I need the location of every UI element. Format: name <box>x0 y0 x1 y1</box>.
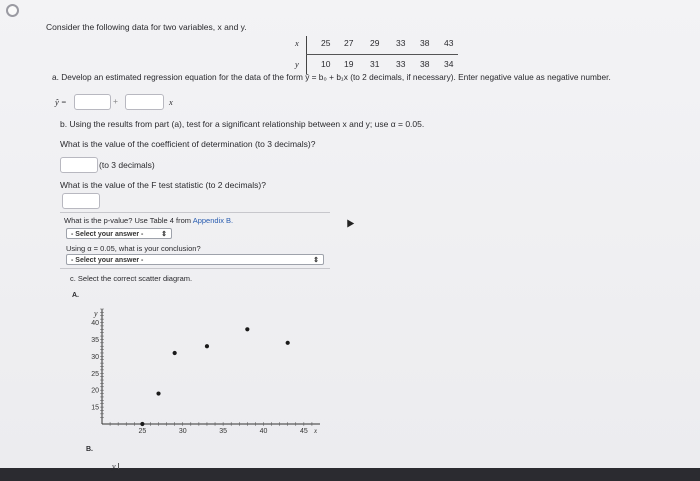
y-tick-label: 20 <box>91 387 99 395</box>
r2-hint: (to 3 decimals) <box>99 160 155 170</box>
part-c-prompt: c. Select the correct scatter diagram. <box>70 274 193 283</box>
select-arrows-icon: ⇕ <box>313 257 319 264</box>
appendix-b-link[interactable]: Appendix B. <box>192 216 234 225</box>
plus-sign: + <box>113 96 118 106</box>
data-point <box>245 327 249 331</box>
x-axis-label: x <box>314 427 318 435</box>
table-y-cell: 34 <box>444 59 454 69</box>
x-tick-label: 35 <box>219 428 228 435</box>
data-point <box>140 422 144 426</box>
screen-bottom-bezel <box>0 468 700 481</box>
y-tick-label: 35 <box>91 336 99 344</box>
x-tick-label: 40 <box>259 428 268 435</box>
x-variable-label: x <box>169 97 173 107</box>
yhat-label: ŷ = <box>55 97 67 107</box>
table-divider-horizontal <box>306 54 458 55</box>
table-x-cell: 29 <box>370 38 380 48</box>
option-b-y-axis <box>118 463 119 469</box>
data-point <box>173 351 177 355</box>
table-x-cell: 33 <box>396 38 406 48</box>
table-x-cell: 27 <box>344 38 354 48</box>
conclusion-select[interactable]: - Select your answer - ⇕ <box>66 254 324 265</box>
option-b-label[interactable]: B. <box>86 446 93 453</box>
select-arrows-icon: ⇕ <box>161 231 167 238</box>
table-y-cell: 38 <box>420 59 430 69</box>
r2-question: What is the value of the coefficient of determination (to 3 decimals)? <box>60 139 316 149</box>
table-y-cell: 10 <box>321 59 331 69</box>
x-tick-label: 25 <box>138 428 147 435</box>
y-tick-label: 15 <box>91 404 99 412</box>
scatter-diagram-a[interactable] <box>80 305 340 440</box>
data-point <box>205 344 209 348</box>
f-question: What is the value of the F test statistic (to 2 decimals)? <box>60 180 266 190</box>
divider-line <box>60 212 330 213</box>
divider-line <box>60 268 330 269</box>
table-y-label: y <box>295 59 299 69</box>
browser-indicator-icon <box>6 4 19 17</box>
option-b-y-axis-label: y <box>112 462 116 471</box>
table-x-cell: 25 <box>321 38 331 48</box>
data-point <box>156 391 160 395</box>
part-b-prompt: b. Using the results from part (a), test for a significant relationship between x and y; use α = 0.05. <box>60 119 425 129</box>
y-tick-label: 30 <box>91 353 99 361</box>
table-y-cell: 31 <box>370 59 380 69</box>
r2-input[interactable] <box>60 157 98 173</box>
y-axis-label: y <box>94 309 98 318</box>
intro-text: Consider the following data for two variables, x and y. <box>46 22 247 32</box>
table-divider-vertical <box>306 36 307 74</box>
table-x-label: x <box>295 38 299 48</box>
option-a-label[interactable]: A. <box>72 292 79 299</box>
data-point <box>286 341 290 345</box>
y-tick-label: 40 <box>91 320 99 328</box>
p-value-question: What is the p-value? Use Table 4 from Appendix B. <box>64 216 234 225</box>
table-x-cell: 38 <box>420 38 430 48</box>
table-y-cell: 33 <box>396 59 406 69</box>
table-x-cell: 43 <box>444 38 454 48</box>
table-y-cell: 19 <box>344 59 354 69</box>
part-a-prompt: a. Develop an estimated regression equation for the data of the form ŷ = b₀ + b₁x (to 2 decimals, if necessary). Enter negative value as negative number. <box>52 72 611 82</box>
y-tick-label: 25 <box>91 370 99 378</box>
x-tick-label: 45 <box>299 428 308 435</box>
x-tick-label: 30 <box>178 428 187 435</box>
b0-input[interactable] <box>74 94 111 110</box>
p-value-select[interactable]: - Select your answer - ⇕ <box>66 228 172 239</box>
f-input[interactable] <box>62 193 100 209</box>
b1-input[interactable] <box>125 94 164 110</box>
conclusion-question: Using α = 0.05, what is your conclusion? <box>66 244 201 253</box>
